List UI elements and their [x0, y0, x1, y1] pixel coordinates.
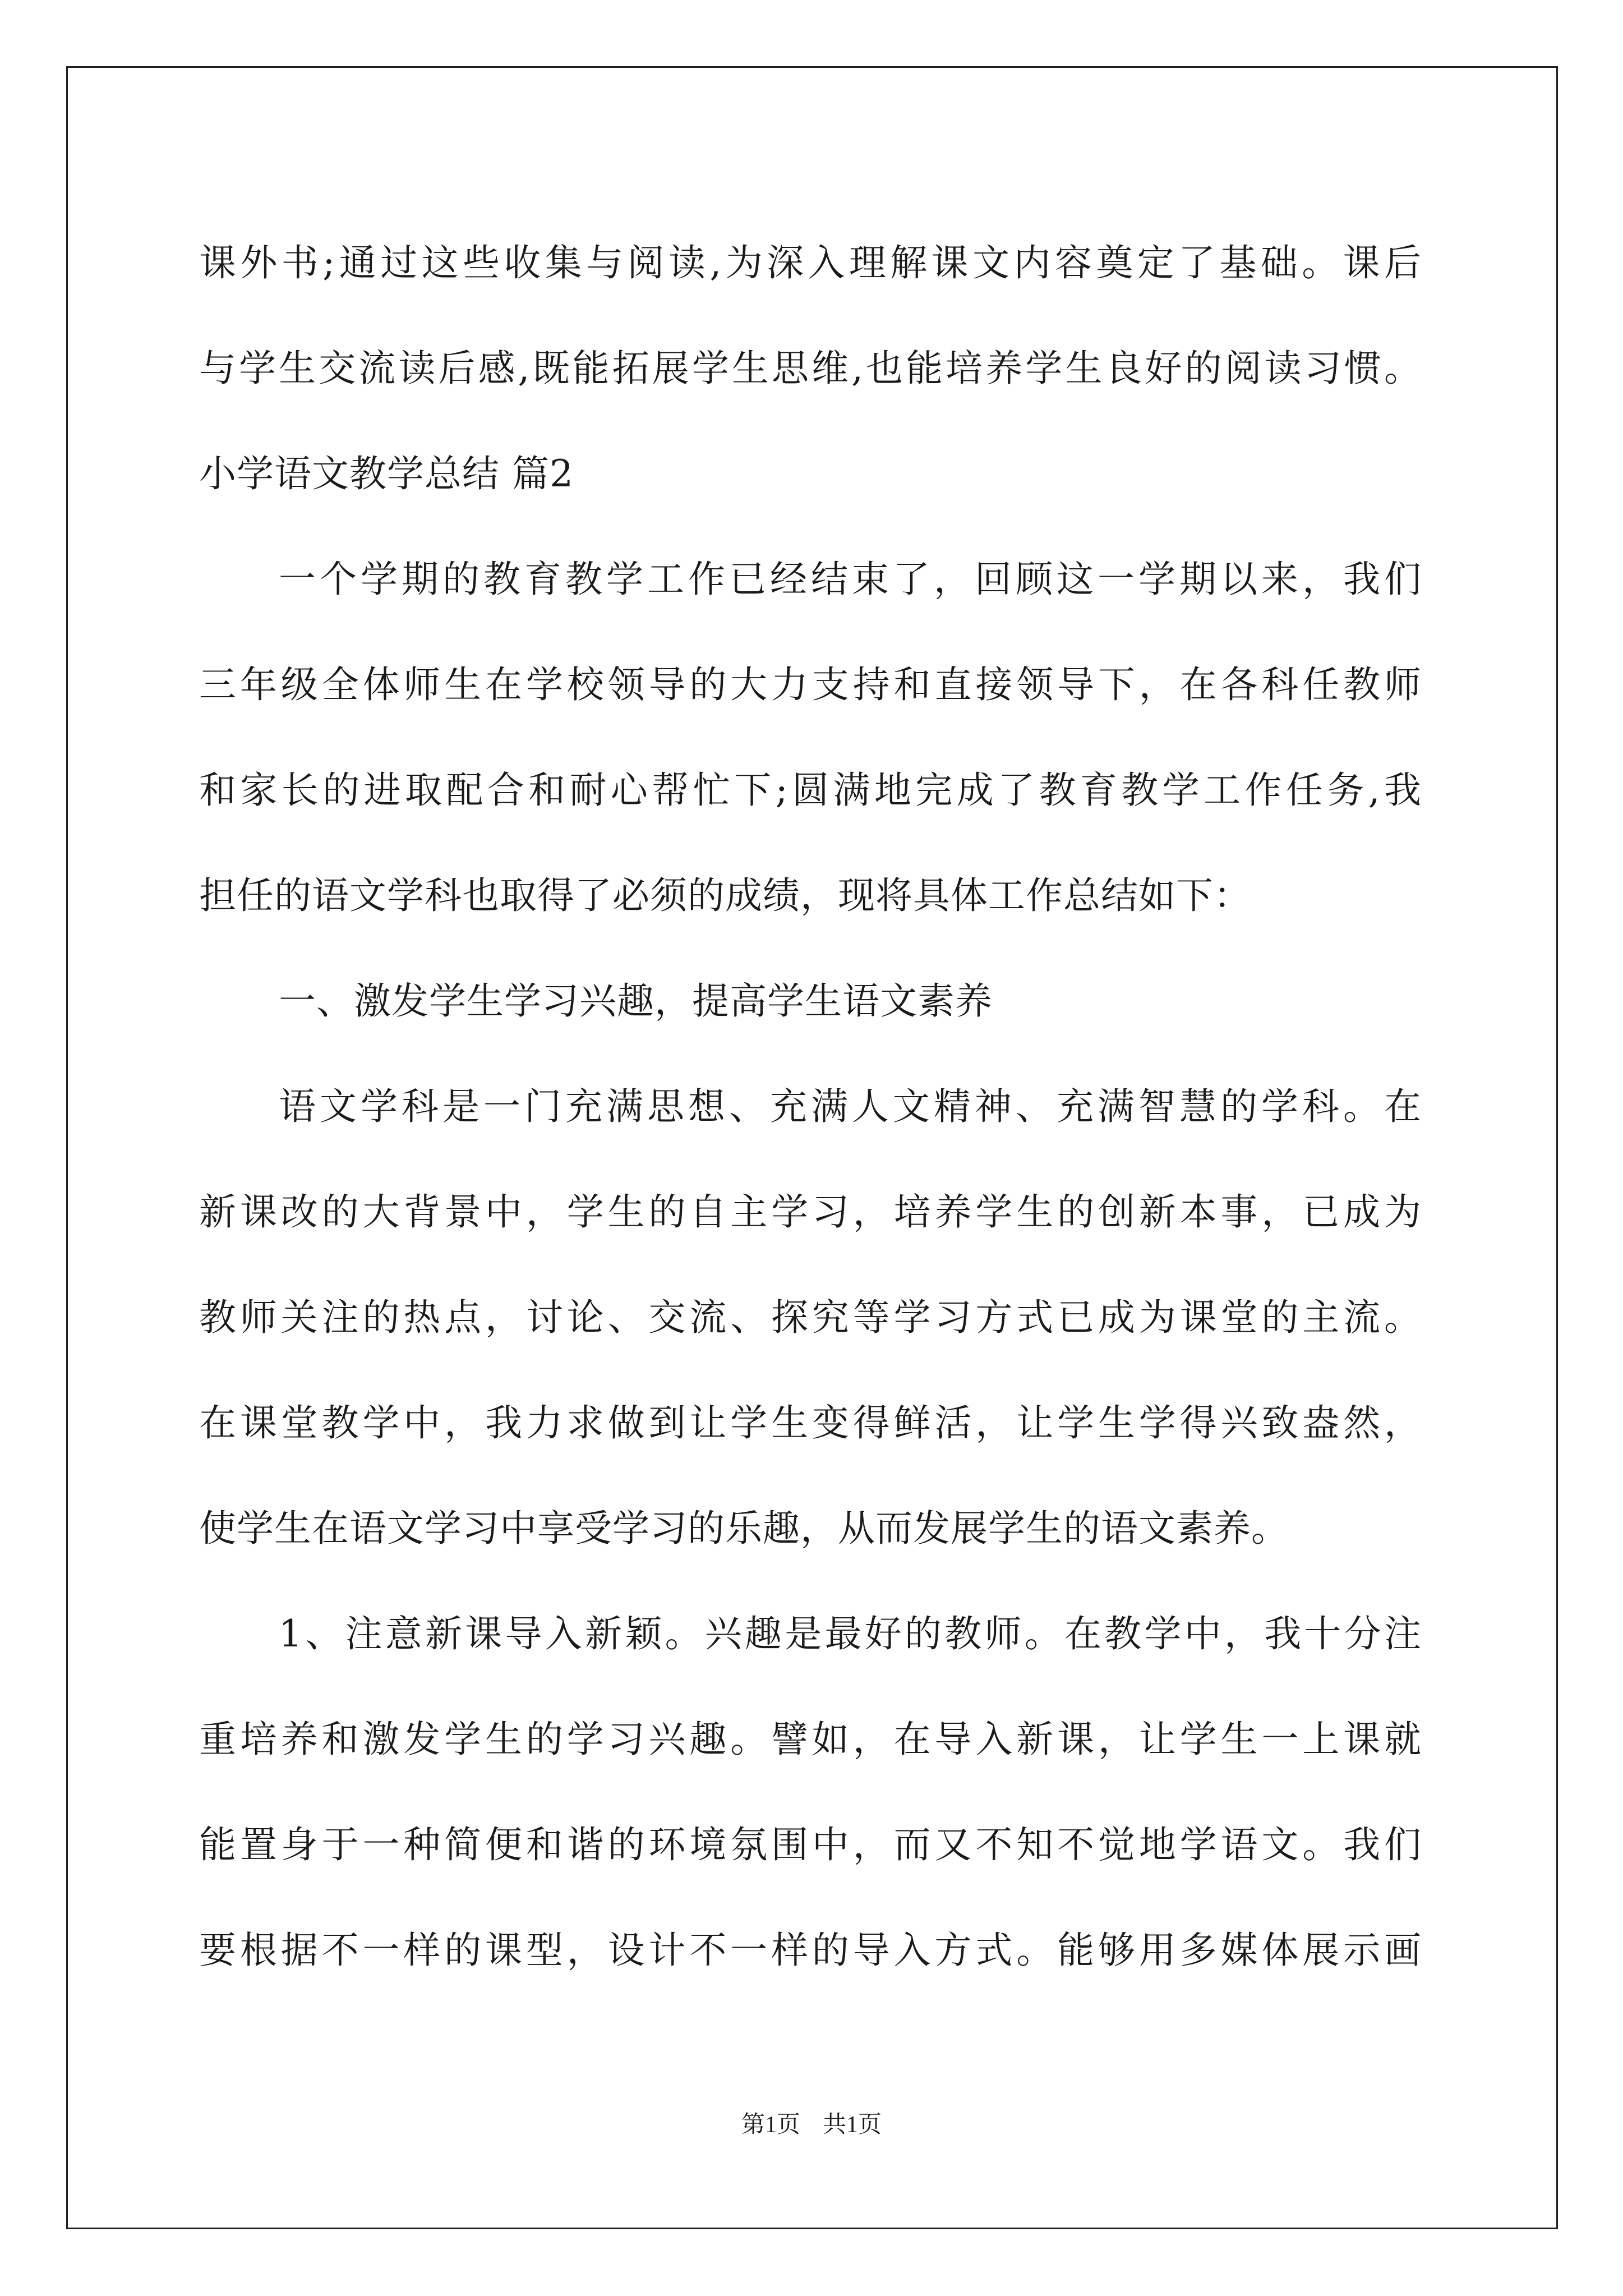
text-line: 新课改的大背景中，学生的自主学习，培养学生的创新本事，已成为 — [199, 1190, 1422, 1234]
text-line: 一个学期的教育教学工作已经结束了，回顾这一学期以来，我们 — [279, 558, 1422, 601]
text-line: 三年级全体师生在学校领导的大力支持和直接领导下，在各科任教师 — [199, 663, 1422, 706]
document-body — [199, 210, 1422, 2003]
text-line: 课外书;通过这些收集与阅读,为深入理解课文内容奠定了基础。课后 — [199, 241, 1422, 284]
text-line: 能置身于一种简便和谐的环境氛围中，而又不知不觉地学语文。我们 — [199, 1823, 1422, 1866]
text-line: 重培养和激发学生的学习兴趣。譬如，在导入新课，让学生一上课就 — [199, 1718, 1422, 1761]
text-line: 语文学科是一门充满思想、充满人文精神、充满智慧的学科。在 — [279, 1085, 1422, 1128]
text-line: 使学生在语文学习中享受学习的乐趣，从而发展学生的语文素养。 — [199, 1507, 1289, 1550]
page-total: 共1页 — [823, 2112, 882, 2138]
text-line: 1、注意新课导入新颖。兴趣是最好的教师。在教学中，我十分注 — [279, 1612, 1422, 1655]
page-footer — [0, 2108, 1623, 2142]
section-heading: 小学语文教学总结 篇2 — [199, 452, 574, 495]
text-line: 与学生交流读后感,既能拓展学生思维,也能培养学生良好的阅读习惯。 — [199, 347, 1422, 390]
text-line: 要根据不一样的课型，设计不一样的导入方式。能够用多媒体展示画 — [199, 1929, 1422, 1972]
text-line: 担任的语文学科也取得了必须的成绩，现将具体工作总结如下： — [199, 874, 1251, 917]
text-line: 教师关注的热点，讨论、交流、探究等学习方式已成为课堂的主流。 — [199, 1296, 1422, 1339]
text-line: 在课堂教学中，我力求做到让学生变得鲜活，让学生学得兴致盎然， — [199, 1401, 1422, 1444]
text-line: 和家长的进取配合和耐心帮忙下;圆满地完成了教育教学工作任务,我 — [199, 769, 1422, 812]
subsection-heading: 一、激发学生学习兴趣，提高学生语文素养 — [279, 979, 993, 1023]
page-number: 第1页 — [741, 2112, 800, 2138]
